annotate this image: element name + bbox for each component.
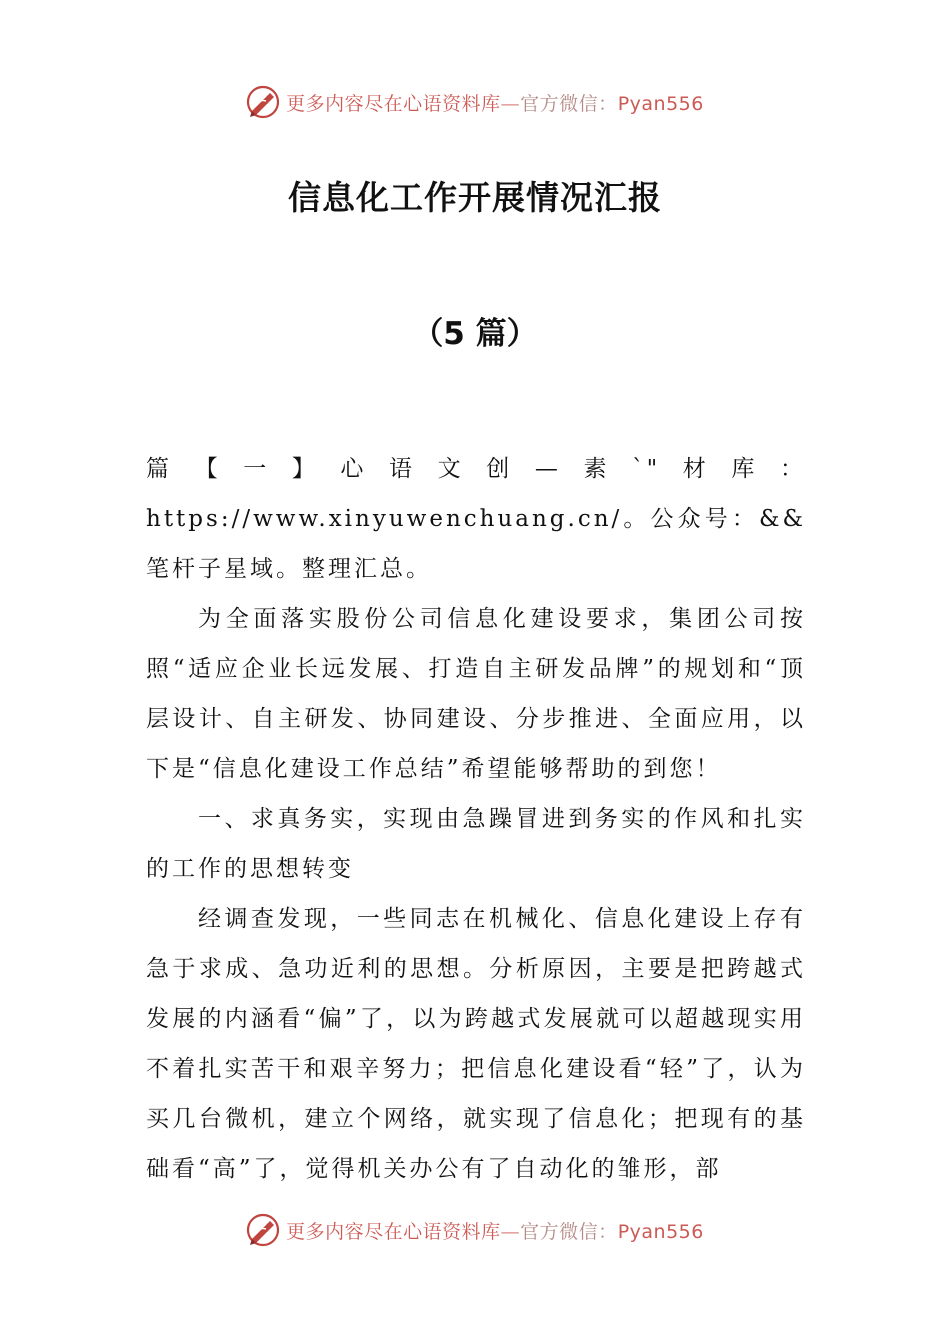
paragraph-intro: 篇【一】心语文创—素`"材库：https://www.xinyuwenchuang.cn/。公众号：&&笔杆子星域。整理汇总。 [146, 456, 806, 582]
section-heading: 一、求真务实，实现由急躁冒进到务实的作风和扎实的工作的思想转变 [146, 806, 806, 882]
document-subtitle: （5 篇） [412, 316, 538, 352]
header-banner [0, 82, 950, 122]
banner-text: 更多内容尽在心语资料库—官方微信：Pyan556 [286, 1220, 704, 1243]
pen-logo-icon [246, 85, 280, 119]
document-title: 信息化工作开展情况汇报 [288, 178, 662, 217]
paragraph: 经调查发现，一些同志在机械化、信息化建设上存有急于求成、急功近利的思想。分析原因，主要是把跨越式发展的内涵看“偏”了，以为跨越式发展就可以超越现实用不着扎实苦干和艰辛努力；把信息化建设看“轻”了，认为买几台微机，建立个网络，就实现了信息化；把现有的基础看“高”了，觉得机关办公有了自动化的雏形，部 [146, 906, 806, 1182]
footer-banner [0, 1210, 950, 1250]
document-body [146, 444, 806, 1194]
paragraph: 为全面落实股份公司信息化建设要求，集团公司按照“适应企业长远发展、打造自主研发品牌”的规划和“顶层设计、自主研发、协同建设、分步推进、全面应用，以下是“信息化建设工作总结”希望能够帮助的到您！ [146, 606, 806, 782]
pen-logo-icon [246, 1213, 280, 1247]
banner-text: 更多内容尽在心语资料库—官方微信：Pyan556 [286, 92, 704, 115]
